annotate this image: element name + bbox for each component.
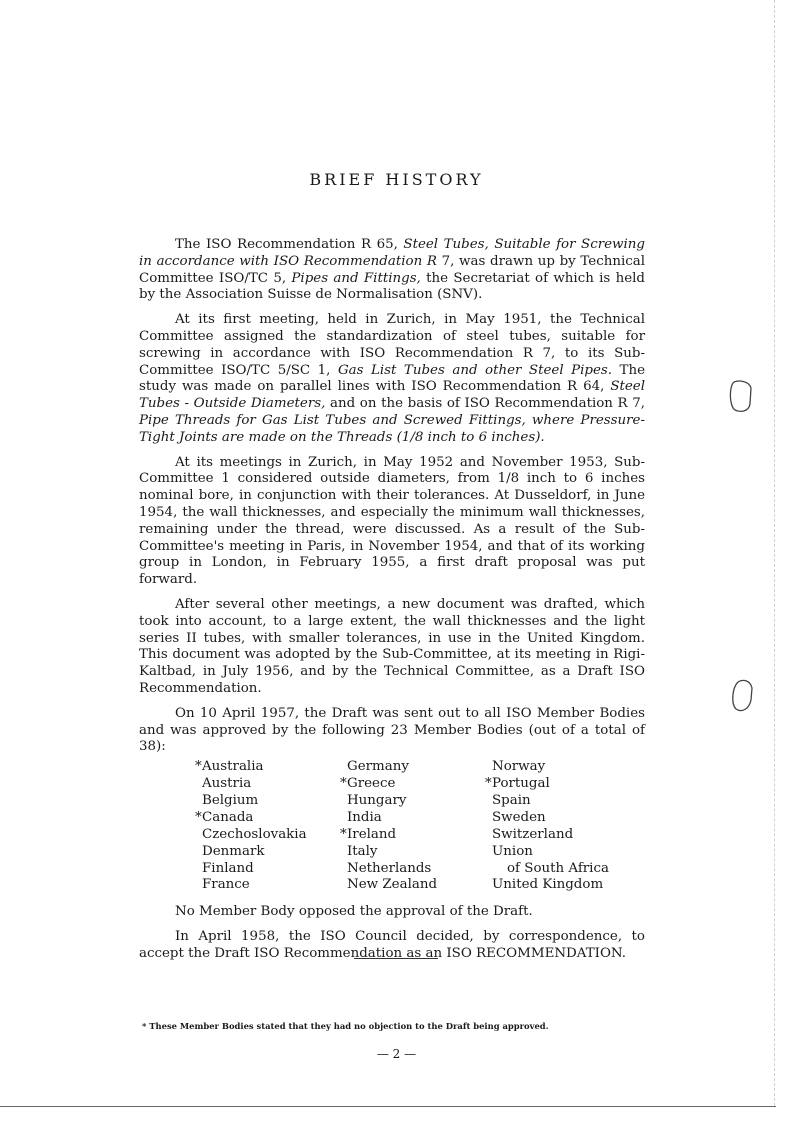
member-item: Switzerland [492,826,574,842]
punch-hole-icon [727,676,757,714]
member-item: Denmark [202,843,265,859]
paragraph-2-text-c: and on the basis of ISO Recommendation R 7, [325,396,646,412]
paragraph-6: No Member Body opposed the approval of the Draft. [175,904,533,920]
punch-hole-icon [725,378,755,414]
member-item: *Portugal [485,776,550,792]
member-item: Austria [202,776,252,792]
paragraph-1-committee-italic: Pipes and Fittings, [291,270,421,286]
member-item: Netherlands [347,860,432,876]
paragraph-3: At its meetings in Zurich, in May 1952 and November 1953, Sub-Committee 1 considered outside diameters, from 1/8 inch to 6 inches nominal bore, in conjunction with their tolerances. At Dusseldorf, in June 1954, the wall thicknesses, and especially the minimum wall thicknesses, remaining under the thread, were discussed. As a result of the Sub-Committee's meeting in Paris, in November 1954, and that of its working group in London, in February 1955, a first draft proposal was put forward. [139,454,645,588]
member-item: Sweden [492,809,546,825]
page-title: BRIEF HISTORY [309,170,484,189]
paragraph-2-r7-italic: Pipe Threads for Gas List Tubes and Screwed Fittings, where Pressure-Tight Joints are made on the Threads (1/8 inch to 6 inches). [139,412,645,445]
member-item: of South Africa [507,860,609,876]
paragraph-4: After several other meetings, a new document was drafted, which took into account, to a large extent, the wall thicknesses and the light series II tubes, with smaller tolerances, in use in the United Kingdom. This document was adopted by the Sub-Committee, at its meeting in Rigi-Kaltbad, in July 1956, and by the Technical Committee, as a Draft ISO Recommendation. [139,596,645,696]
paragraph-1-text-b: 7, was drawn up by Technical Committee ISO/TC 5, [139,253,645,286]
section-divider [354,958,438,959]
paragraph-2 [139,312,645,446]
objection-asterisk: * [195,759,202,775]
member-item: Union [492,843,533,859]
member-item: India [347,809,382,825]
member-item: New Zealand [347,877,438,893]
member-item: Belgium [202,792,259,808]
member-item: Czechoslovakia [202,826,307,842]
paragraph-1-title-italic: Steel Tubes, Suitable for Screwing in accordance with ISO Recommendation R [139,237,645,269]
objection-asterisk: * [485,776,492,792]
paragraph-1-text-c: the Secretariat of which is held by the Association Suisse de Normalisation (SNV). [139,270,645,303]
member-column-2 [340,759,438,894]
member-item: *Greece [340,776,396,792]
objection-asterisk: * [340,826,347,842]
paragraph-1-text-a: The ISO Recommendation R 65, [175,237,404,252]
member-item: Italy [347,843,378,859]
paragraph-2-text-b: The study was made on parallel lines with ISO Recommendation R 64, [139,362,645,395]
paragraph-5: On 10 April 1957, the Draft was sent out to all ISO Member Bodies and was approved by the following 23 Member Bodies (out of a total of 38): [139,705,645,755]
member-item: Spain [492,792,531,808]
paragraph-2-text-a: At its first meeting, held in Zurich, in May 1951, the Technical Committee assigned the standardization of steel tubes, suitable for screwing in accordance with ISO Recommendation R 7, to its Sub-Committee ISO/TC 5/SC 1, [139,312,645,378]
member-column-3 [485,759,609,894]
member-item: *Canada [195,809,254,825]
member-column-1 [195,759,307,894]
paragraph-2-subcommittee-italic: Gas List Tubes and other Steel Pipes. [337,362,613,378]
page-number: — 2 — [376,1047,417,1061]
objection-asterisk: * [340,776,347,792]
member-item: *Ireland [340,826,397,842]
member-item: Hungary [347,792,407,808]
paragraph-7: In April 1958, the ISO Council decided, by correspondence, to accept the Draft ISO Recommendation as an ISO RECOMMENDATION. [139,928,645,961]
member-item: Finland [202,860,254,876]
member-item: United Kingdom [492,877,604,893]
member-item: Norway [492,759,546,775]
member-item: France [202,877,250,893]
member-item: *Australia [195,759,264,775]
footnote: * These Member Bodies stated that they had no objection to the Draft being approved. [142,1021,549,1031]
page-edge [774,0,775,1106]
member-item: Germany [347,759,409,775]
page-bottom-edge [0,1106,776,1107]
objection-asterisk: * [195,809,202,825]
document-body [139,237,645,971]
member-bodies-list [139,759,645,896]
paragraph-1 [139,237,645,304]
paragraph-2-r64-italic: Steel Tubes - Outside Diameters, [139,379,645,412]
